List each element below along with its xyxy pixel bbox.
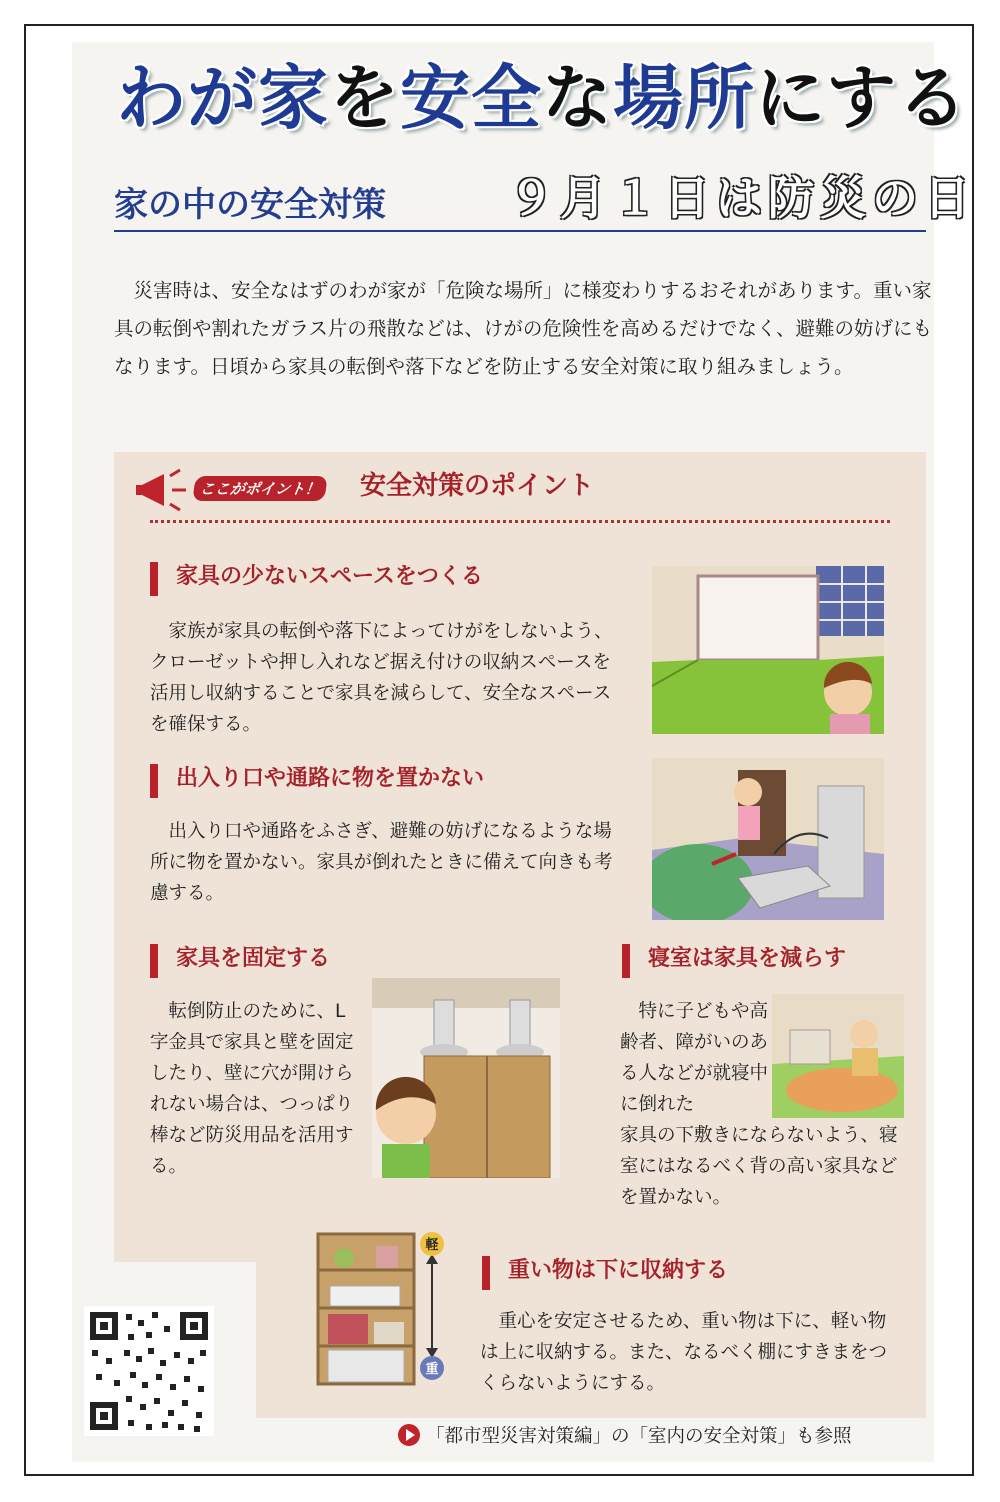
spacious-room-illustration bbox=[652, 566, 884, 734]
intro-paragraph: 災害時は、安全なはずのわが家が「危険な場所」に様変わりするおそれがあります。重い家具の転倒や割れたガラス片の飛散などは、けがの危険性を高めるだけでなく、避難の妨げにもなります。日頃から家具の転倒や落下などを防止する安全対策に取り組みましょう。 bbox=[114, 279, 933, 378]
heading-bar bbox=[622, 944, 630, 978]
heading-text: 家具を固定する bbox=[176, 946, 331, 971]
title-part: わが家 bbox=[116, 57, 329, 139]
doorway-clear-illustration bbox=[652, 758, 884, 920]
heading-bar bbox=[482, 1256, 490, 1290]
title-part: にする bbox=[755, 57, 968, 139]
subtitle-underline bbox=[114, 230, 926, 232]
title-part: を bbox=[329, 57, 400, 139]
reference-note bbox=[398, 1422, 852, 1452]
heading-text: 寝室は家具を減らす bbox=[648, 946, 847, 971]
page-title bbox=[116, 56, 968, 140]
heading-bar bbox=[150, 562, 158, 596]
heading-text: 家具の少ないスペースをつくる bbox=[176, 564, 483, 589]
section-heading bbox=[622, 942, 846, 976]
heading-bar bbox=[150, 764, 158, 798]
bookshelf-weight-illustration bbox=[314, 1228, 454, 1386]
title-part: な bbox=[542, 57, 613, 139]
section-heading bbox=[150, 942, 330, 976]
section-heading bbox=[150, 560, 483, 594]
furniture-anchor-illustration bbox=[372, 978, 560, 1178]
section-body-continued: 家具の下敷きにならないよう、寝室にはなるべく背の高い家具などを置かない。 bbox=[620, 1125, 898, 1208]
title-part: 安全 bbox=[400, 57, 542, 139]
reference-text: 「都市型災害対策編」の「室内の安全対策」も参照 bbox=[426, 1426, 852, 1447]
heading-text: 重い物は下に収納する bbox=[508, 1258, 729, 1283]
megaphone-icon bbox=[134, 466, 198, 514]
heading-bar bbox=[150, 944, 158, 978]
section-body: 転倒防止のために、L字金具で家具と壁を固定したり、壁に穴が開けられない場合は、つっぱり棒など防災用品を活用する。 bbox=[150, 1001, 354, 1177]
section-body: 特に子どもや高齢者、障がいのある人などが就寝中に倒れた bbox=[620, 1001, 769, 1115]
section-subtitle: 家の中の安全対策 bbox=[114, 185, 386, 225]
qr-code[interactable] bbox=[84, 1306, 214, 1436]
title-part: 場所 bbox=[613, 57, 755, 139]
section-body: 家族が家具の転倒や落下によってけがをしないよう、クローゼットや押し入れなど据え付けの収納スペースを活用し収納することで家具を減らして、安全なスペースを確保する。 bbox=[150, 621, 613, 735]
date-stamp: ９月１日は防災の日 bbox=[508, 171, 976, 225]
play-arrow-icon bbox=[398, 1424, 420, 1446]
section-body: 出入り口や通路をふさぎ、避難の妨げになるような場所に物を置かない。家具が倒れたときに備えて向きも考慮する。 bbox=[150, 821, 613, 904]
shelf-light-label: 軽 bbox=[425, 1238, 439, 1253]
shelf-heavy-label: 重 bbox=[425, 1362, 439, 1377]
dotted-divider bbox=[150, 520, 890, 523]
heading-text: 出入り口や通路に物を置かない bbox=[176, 766, 485, 791]
bedroom-illustration bbox=[772, 994, 904, 1118]
section-body: 重心を安定させるため、重い物は下に、軽い物は上に収納する。また、なるべく棚にすきまをつくらないようにする。 bbox=[480, 1311, 888, 1394]
points-title: 安全対策のポイント bbox=[360, 471, 595, 501]
section-heading bbox=[482, 1254, 728, 1288]
point-badge: ここがポイント！ bbox=[192, 476, 328, 501]
section-heading bbox=[150, 762, 484, 796]
